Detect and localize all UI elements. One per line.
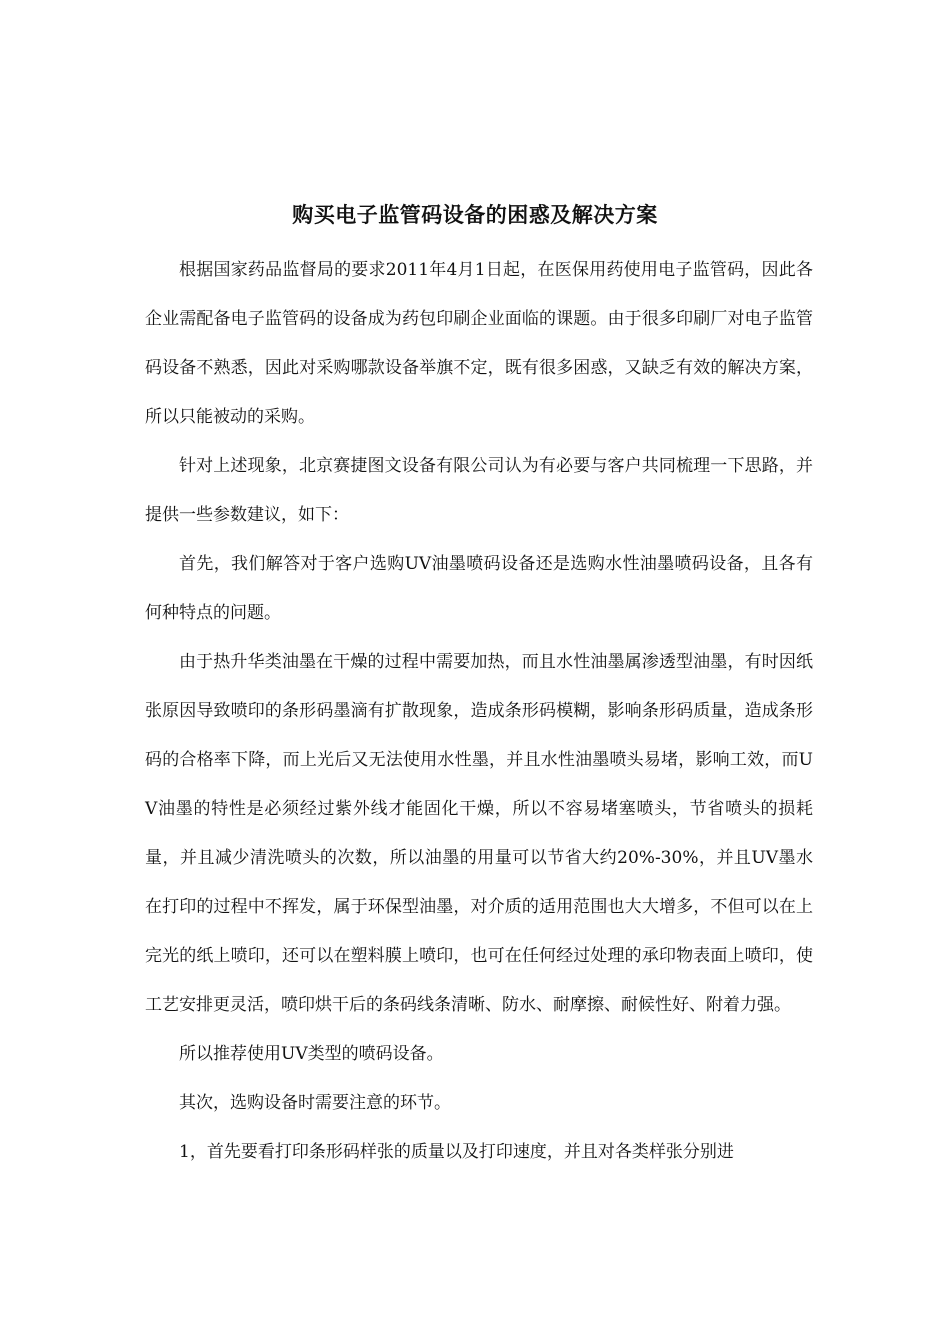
- paragraph-first-question: 首先，我们解答对于客户选购UV油墨喷码设备还是选购水性油墨喷码设备，且各有何种特点的问题。: [145, 554, 813, 623]
- document-title: 购买电子监管码设备的困惑及解决方案: [292, 202, 658, 228]
- paragraph-point-1: 1，首先要看打印条形码样张的质量以及打印速度，并且对各类样张分别进: [179, 1142, 734, 1162]
- paragraph-ink-comparison: 由于热升华类油墨在干燥的过程中需要加热，而且水性油墨属渗透型油墨，有时因纸张原因导致喷印的条形码墨滴有扩散现象，造成条形码模糊，影响条形码质量，造成条形码的合格率下降，而上光后又无法使用水性墨，并且水性油墨喷头易堵，影响工效，而UV油墨的特性是必须经过紫外线才能固化干燥，所以不容易堵塞喷头，节省喷头的损耗量，并且减少清洗喷头的次数，所以油墨的用量可以节省大约20%-30%，并且UV墨水在打印的过程中不挥发，属于环保型油墨，对介质的适用范围也大大增多，不但可以在上完光的纸上喷印，还可以在塑料膜上喷印，也可在任何经过处理的承印物表面上喷印，使工艺安排更灵活，喷印烘干后的条码线条清晰、防水、耐摩擦、耐候性好、附着力强。: [145, 652, 813, 1015]
- paragraph-intro: 根据国家药品监督局的要求2011年4月1日起，在医保用药使用电子监管码，因此各企业需配备电子监管码的设备成为药包印刷企业面临的课题。由于很多印刷厂对电子监管码设备不熟悉，因此对采购哪款设备举旗不定，既有很多困惑，又缺乏有效的解决方案，所以只能被动的采购。: [145, 260, 813, 427]
- paragraph-second-topic: 其次，选购设备时需要注意的环节。: [179, 1093, 451, 1113]
- document-body: [145, 246, 813, 1177]
- paragraph-recommendation: 所以推荐使用UV类型的喷码设备。: [179, 1044, 444, 1064]
- paragraph-context: 针对上述现象，北京赛捷图文设备有限公司认为有必要与客户共同梳理一下思路，并提供一些参数建议，如下：: [145, 456, 813, 525]
